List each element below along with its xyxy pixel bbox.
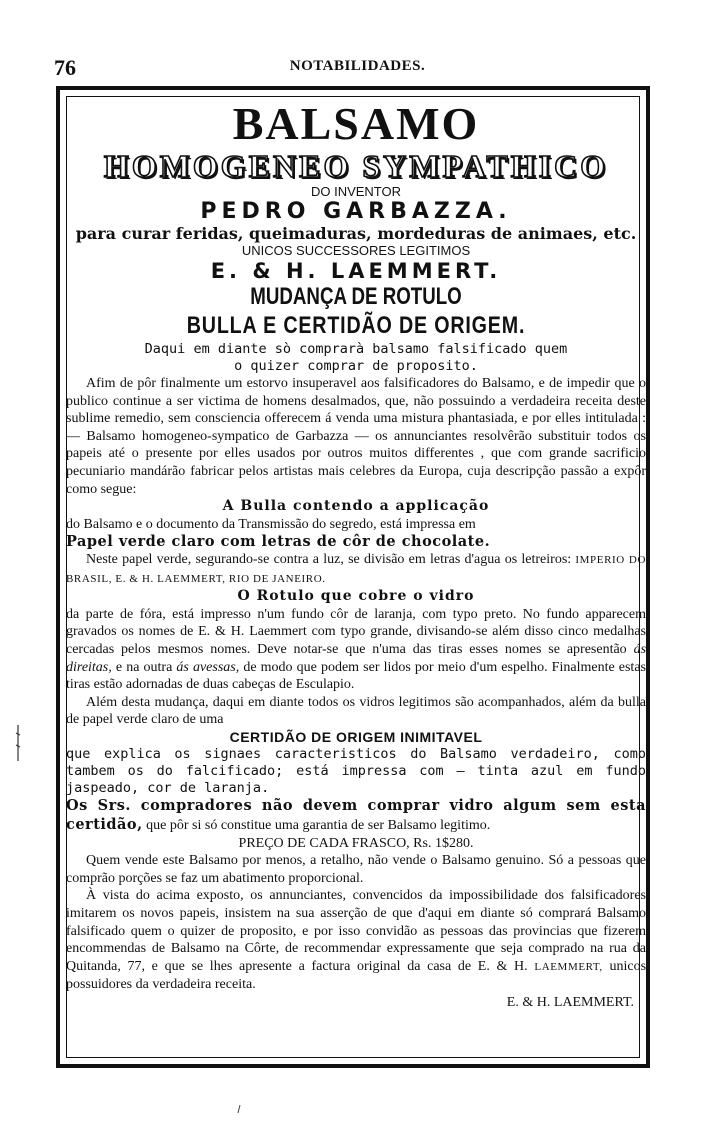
change-heading: MUDANÇA DE ROTULO [250, 283, 462, 310]
stray-ink-tick [237, 1105, 241, 1113]
inventor-label: DO INVENTOR [310, 184, 402, 199]
label-text-1: da parte de fóra, está impresso n'um fundo côr de laranja, com typo preto. No fundo apparecem gravados os nomes de E. & H. Laemmert com typo grande, divisando-se além disso cinco medalhas cercadas pelos mesmos nomes. Deve notar-se que n'uma das tiras esses nomes se apresentão [66, 606, 646, 657]
bulla-line: A Bulla contendo a applicação [222, 498, 490, 515]
paragraph-change: Além desta mudança, daqui em diante todos os vidros legitimos são acompanhados, além da bulla de papel verde claro de uma [66, 694, 646, 728]
certidao-heading: CERTIDÃO DE ORIGEM INIMITAVEL [229, 728, 483, 745]
label-line: O Rotulo que cobre o vidro [237, 588, 475, 605]
label-italic-1: ás direitas, [66, 641, 646, 675]
warning-line-2: o quizer comprar de proposito. [234, 358, 478, 374]
margin-ink-mark [15, 725, 21, 761]
price-line: PREÇO DE CADA FRASCO, Rs. 1$280. [238, 835, 474, 851]
advertisement-body [66, 98, 646, 1058]
ad-subtitle: HOMOGENEO SYMPATHICO [103, 148, 609, 184]
label-text-3: de modo que podem ser lidos por meio d'um espelho. Finalmente estas tiras estão adornadas de duas cabeças de Esculapio. [66, 659, 646, 693]
body-text [66, 375, 646, 1012]
running-title: NOTABILIDADES. [289, 58, 426, 74]
paragraph-bulla: do Balsamo e o documento da Transmissão do segredo, está impressa em [66, 516, 476, 532]
label-text-2: e na outra [115, 659, 173, 675]
warning-line-1: Daqui em diante sò comprarà balsamo falsificado quem [144, 341, 568, 357]
inventor-name: PEDRO GARBAZZA. [200, 199, 512, 224]
successors-name: E. & H. LAEMMERT. [210, 259, 502, 283]
buyers-rest: que pôr si só constitue uma garantia de ser Balsamo legitimo. [146, 818, 491, 834]
paper-line: Papel verde claro com letras de côr de chocolate. [66, 533, 491, 551]
paragraph-label [66, 606, 646, 694]
conclusion-text: À vista do acima exposto, os annunciantes, convencidos da impossibilidade dos falsificadores imitarem os novos papeis, insistem na sua asserção de que d'aqui em diante só comprará Balsamo falsificado quem o quizer de proposito, e por isso convidão as pessoas das provincias que fizerem encommendas de Balsamo na Côrte, de recommendar expressamente que seja comprado na rua da Quitanda, 77, e que se lhes apresente a factura original da casa de E. & H. [66, 888, 646, 974]
watermark-text: Neste papel verde, segurando-se contra a luz, se divisão em letras d'agua os letreiros: [86, 551, 572, 567]
watermark-lettering: IMPERIO DO BRASIL, E. & H. LAEMMERT, RIO DE JANEIRO. [66, 553, 646, 585]
paragraph-retail: Quem vende este Balsamo por menos, a retalho, não vende o Balsamo genuino. Só a pessoas que comprão porções se faz um abatimento proporcional. [66, 853, 646, 886]
page-number: 76 [54, 55, 76, 80]
signature: E. & H. LAEMMERT. [506, 995, 634, 1010]
conclusion-end: unicos possuidores da verdadeira receita. [66, 958, 646, 993]
paragraph-watermark [66, 551, 646, 588]
purpose-line: para curar feridas, queimaduras, mordeduras de animaes, etc. [75, 224, 637, 243]
buyers-bold: Os Srs. compradores não devem comprar vidro algum sem esta certidão, [66, 797, 646, 834]
paragraph-buyers [66, 797, 646, 834]
ad-title: BALSAMO [232, 98, 480, 149]
conclusion-smallcaps: LAEMMERT, [534, 960, 603, 973]
paragraph-conclusion [66, 887, 646, 994]
successors-label: UNICOS SUCCESSORES LEGITIMOS [241, 243, 471, 258]
paragraph-intro: Afim de pôr finalmente um estorvo insuperavel aos falsificadores do Balsamo, e de impedir que o publico continue a ser victima de homens desalmados, que, não possuindo a verdadeira receita deste sublime remedio, sem consciencia offerecem á venda uma mistura phantasiada, e por elles intitulada : — Balsamo homogeneo-sympatico de Garbazza — os annunciantes resolvêrão substituir todos os papeis até o presente por elles usados por outros muitos differentes , que com grande sacrificio pecuniario mandárão fabricar pelos artistas mais celebres da Europa, cuja descripção passão a expôr como segue: [66, 376, 646, 497]
paragraph-certidao: que explica os signaes caracteristicos do Balsamo verdadeiro, como tambem os do falcificado; está impressa com — tinta azul em fundo jaspeado, cor de laranja. [66, 746, 646, 797]
label-italic-2: ás avessas, [176, 659, 240, 675]
bulla-heading: BULLA E CERTIDÃO DE ORIGEM. [186, 312, 526, 339]
